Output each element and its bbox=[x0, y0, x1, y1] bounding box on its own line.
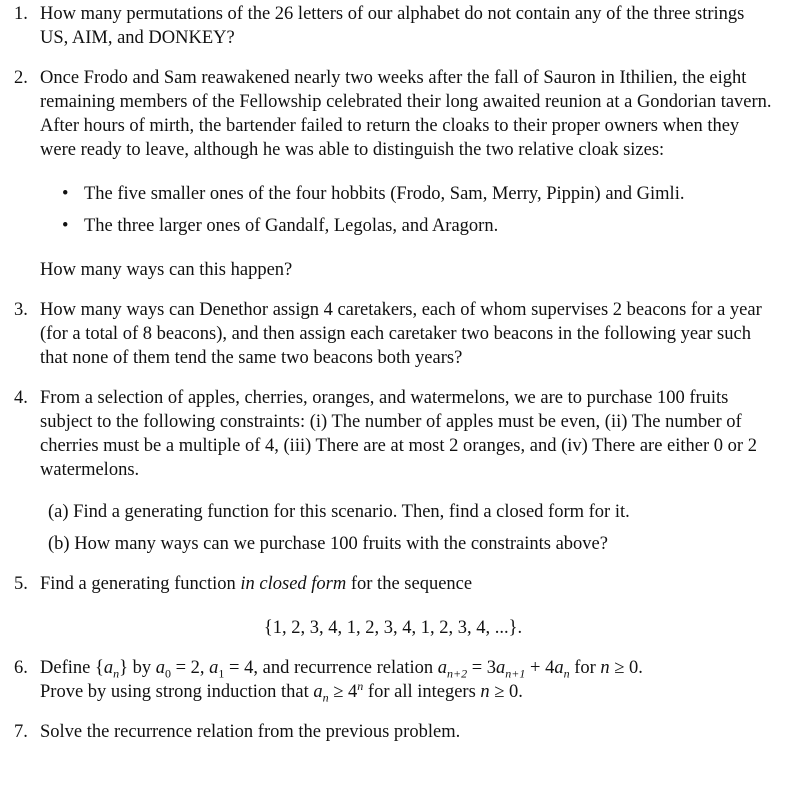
problem-number: 7. bbox=[14, 722, 28, 742]
problem-7 bbox=[14, 720, 772, 744]
subpart-label: (b) bbox=[48, 534, 70, 554]
problem-6-line-2: Prove by using strong induction that $a_n \ge 4^n$ for all integers n ≥ 0. bbox=[40, 678, 523, 705]
subpart-b bbox=[48, 532, 772, 556]
problem-1 bbox=[14, 2, 772, 50]
problem-6 bbox=[14, 656, 772, 704]
problem-text: Solve the recurrence relation from the previous problem. bbox=[40, 722, 461, 742]
bullet-icon: • bbox=[62, 184, 69, 204]
problem-text: Once Frodo and Sam reawakened nearly two weeks after the fall of Sauron in Ithilien, the eight remaining members of the Fellowship celebrated their long awaited reunion at a Gondorian tavern. After hours of mirth, the bartender failed to return the cloaks to their proper owners when they were ready to leave, although he was able to distinguish the two relative cloak sizes: bbox=[40, 68, 772, 160]
problem-6-line-1: Define $\{a_n\}$ by $a_0 = 2$, $a_1 = 4$, and recurrence relation $a_{n+2} = 3a_{n+1} + 4a_n$ for n ≥ 0. bbox=[40, 658, 643, 681]
problem-number: 6. bbox=[14, 658, 28, 678]
text-part: Find a generating function bbox=[40, 574, 241, 594]
bullet-text: The three larger ones of Gandalf, Legolas, and Aragorn. bbox=[84, 216, 499, 236]
problem-text bbox=[40, 572, 772, 596]
bullet-text: The five smaller ones of the four hobbits (Frodo, Sam, Merry, Pippin) and Gimli. bbox=[84, 184, 685, 204]
subpart-text: How many ways can we purchase 100 fruits with the constraints above? bbox=[74, 534, 608, 554]
subpart-a bbox=[48, 500, 772, 524]
bullet-item bbox=[62, 214, 772, 238]
subpart-list bbox=[14, 500, 772, 556]
problem-number: 2. bbox=[14, 68, 28, 88]
problem-text: From a selection of apples, cherries, oranges, and watermelons, we are to purchase 100 fruits subject to the following constraints: (i) The number of apples must be even, (ii) The number of cherries must be a multiple of 4, (iii) There are at most 2 oranges, and (iv) There are either 0 or 2 watermelons. bbox=[40, 388, 757, 480]
subpart-text: Find a generating function for this scenario. Then, find a closed form for it. bbox=[73, 502, 630, 522]
problem-text: How many permutations of the 26 letters of our alphabet do not contain any of the three strings US, AIM, and DONKEY? bbox=[40, 4, 745, 48]
problem-text: How many ways can Denethor assign 4 caretakers, each of whom supervises 2 beacons for a year (for a total of 8 beacons), and then assign each caretaker two beacons in the following year such that none of them tend the same two beacons both years? bbox=[40, 300, 762, 368]
sequence-display: {1, 2, 3, 4, 1, 2, 3, 4, 1, 2, 3, 4, ...}. bbox=[263, 618, 523, 638]
problem-number: 1. bbox=[14, 4, 28, 24]
followup-text: How many ways can this happen? bbox=[40, 260, 293, 280]
subpart-label: (a) bbox=[48, 502, 69, 522]
bullet-item bbox=[62, 182, 772, 206]
problem-5 bbox=[14, 572, 772, 640]
problem-number: 4. bbox=[14, 388, 28, 408]
problem-2 bbox=[14, 66, 772, 282]
problem-number: 3. bbox=[14, 300, 28, 320]
bullet-list bbox=[14, 182, 772, 238]
problem-4 bbox=[14, 386, 772, 556]
bullet-icon: • bbox=[62, 216, 69, 236]
problem-number: 5. bbox=[14, 574, 28, 594]
text-part: for the sequence bbox=[346, 574, 473, 594]
problem-3 bbox=[14, 298, 772, 370]
emphasis-text: in closed form bbox=[240, 574, 347, 594]
problem-text bbox=[40, 656, 772, 704]
